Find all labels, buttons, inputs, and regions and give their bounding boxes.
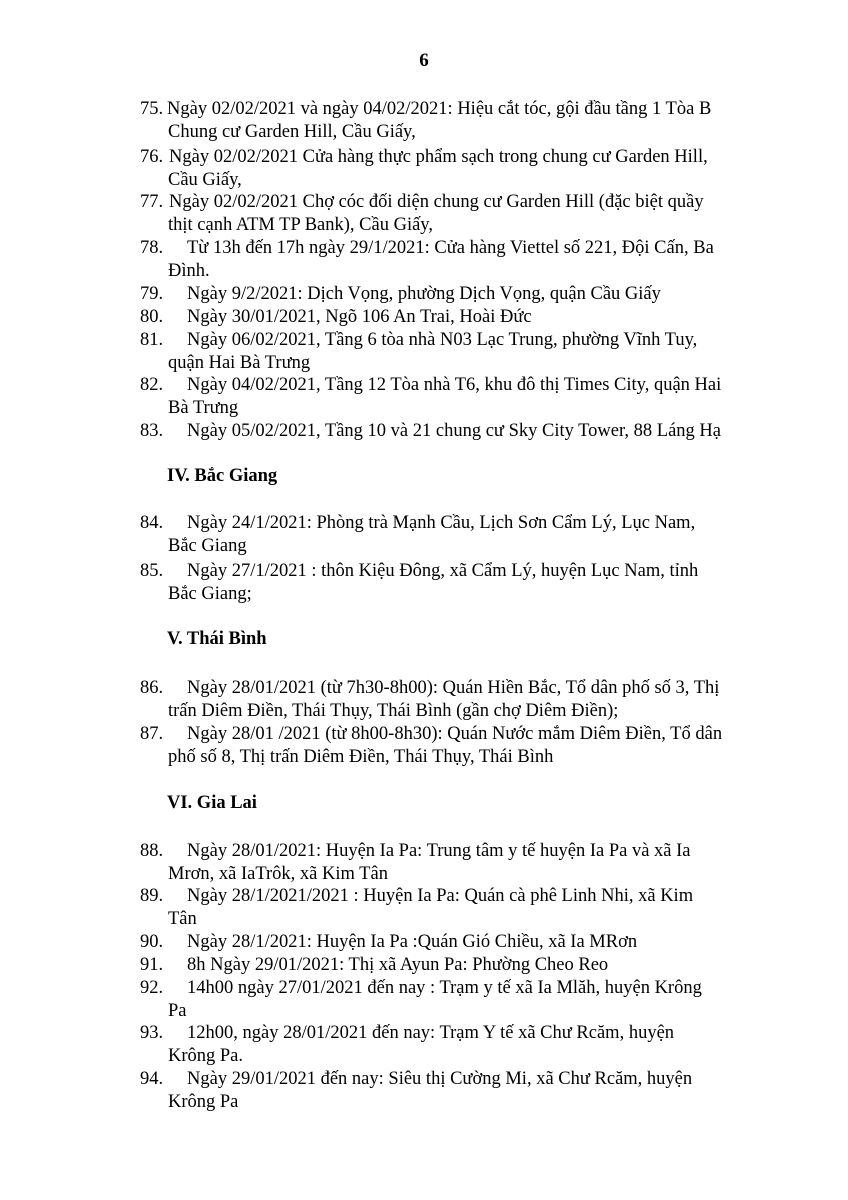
item-text: Tân — [168, 909, 197, 929]
item-number: 92. — [140, 978, 164, 998]
section-heading: V. Thái Bình — [167, 629, 267, 649]
item-number: 89. — [140, 886, 164, 906]
item-text: Bắc Giang; — [168, 584, 252, 604]
item-number: 90. — [140, 932, 164, 952]
item-text: Bắc Giang — [168, 536, 247, 556]
item-number: 93. — [140, 1023, 164, 1043]
item-number: 88. — [140, 841, 164, 861]
item-text: Ngày 04/02/2021, Tầng 12 Tòa nhà T6, khu đô thị Times City, quận Hai — [187, 375, 722, 395]
item-text: Ngày 28/01/2021 (từ 7h30-8h00): Quán Hiền Bắc, Tổ dân phố số 3, Thị — [187, 678, 720, 698]
item-number: 76. — [140, 147, 164, 167]
item-text: Ngày 06/02/2021, Tầng 6 tòa nhà N03 Lạc Trung, phường Vĩnh Tuy, — [187, 330, 698, 350]
item-text: Krông Pa. — [168, 1046, 244, 1066]
item-text: Cầu Giấy, — [168, 170, 242, 190]
item-text: Bà Trưng — [168, 398, 239, 418]
item-number: 91. — [140, 955, 164, 975]
item-text: Ngày 02/02/2021 Cửa hàng thực phẩm sạch trong chung cư Garden Hill, — [169, 147, 708, 167]
item-number: 94. — [140, 1069, 164, 1089]
item-text: thịt cạnh ATM TP Bank), Cầu Giấy, — [168, 215, 433, 235]
item-text: trấn Diêm Điền, Thái Thụy, Thái Bình (gần chợ Diêm Điền); — [168, 701, 619, 721]
item-text: Ngày 28/1/2021/2021 : Huyện Ia Pa: Quán cà phê Linh Nhi, xã Kim — [187, 886, 694, 906]
page-number: 6 — [419, 50, 429, 71]
item-text: Ngày 02/02/2021 và ngày 04/02/2021: Hiệu cắt tóc, gội đầu tầng 1 Tòa B — [167, 99, 712, 119]
item-text: Krông Pa — [168, 1092, 239, 1112]
item-number: 85. — [140, 561, 164, 581]
item-text: Ngày 28/1/2021: Huyện Ia Pa :Quán Gió Chiều, xã Ia MRơn — [187, 932, 638, 952]
item-text: quận Hai Bà Trưng — [168, 353, 311, 373]
item-text: Ngày 24/1/2021: Phòng trà Mạnh Cầu, Lịch Sơn Cẩm Lý, Lục Nam, — [187, 513, 696, 533]
item-number: 80. — [140, 307, 164, 327]
item-text: 8h Ngày 29/01/2021: Thị xã Ayun Pa: Phường Cheo Reo — [187, 955, 609, 975]
item-text: Ngày 28/01/2021: Huyện Ia Pa: Trung tâm y tế huyện Ia Pa và xã Ia — [187, 841, 691, 861]
section-heading: VI. Gia Lai — [167, 793, 257, 813]
item-text: Ngày 05/02/2021, Tầng 10 và 21 chung cư Sky City Tower, 88 Láng Hạ — [187, 421, 721, 441]
item-number: 87. — [140, 724, 164, 744]
item-text: phố số 8, Thị trấn Diêm Điền, Thái Thụy, Thái Bình — [168, 747, 554, 767]
item-text: Đình. — [168, 261, 210, 281]
item-text: Pa — [168, 1001, 187, 1021]
item-text: 12h00, ngày 28/01/2021 đến nay: Trạm Y tế xã Chư Rcăm, huyện — [187, 1023, 675, 1043]
item-number: 77. — [140, 192, 164, 212]
item-text: Mrơn, xã IaTrôk, xã Kim Tân — [168, 864, 388, 884]
item-text: Ngày 30/01/2021, Ngõ 106 An Trai, Hoài Đức — [187, 307, 532, 327]
item-number: 81. — [140, 330, 164, 350]
item-text: Ngày 02/02/2021 Chợ cóc đối diện chung cư Garden Hill (đặc biệt quầy — [169, 192, 704, 212]
item-text: Ngày 27/1/2021 : thôn Kiệu Đông, xã Cẩm Lý, huyện Lục Nam, tỉnh — [187, 561, 699, 581]
item-number: 84. — [140, 513, 164, 533]
item-text: Chung cư Garden Hill, Cầu Giấy, — [168, 122, 416, 142]
item-number: 82. — [140, 375, 164, 395]
item-number: 78. — [140, 238, 164, 258]
item-number: 83. — [140, 421, 164, 441]
item-number: 75. — [140, 99, 164, 119]
item-number: 79. — [140, 284, 164, 304]
item-text: Ngày 9/2/2021: Dịch Vọng, phường Dịch Vọng, quận Cầu Giấy — [187, 284, 661, 304]
item-text: Ngày 29/01/2021 đến nay: Siêu thị Cường Mi, xã Chư Rcăm, huyện — [187, 1069, 693, 1089]
item-text: Từ 13h đến 17h ngày 29/1/2021: Cửa hàng Viettel số 221, Đội Cấn, Ba — [187, 238, 714, 258]
item-number: 86. — [140, 678, 164, 698]
item-text: Ngày 28/01 /2021 (từ 8h00-8h30): Quán Nước mắm Diêm Điền, Tổ dân — [187, 724, 723, 744]
section-heading: IV. Bắc Giang — [167, 466, 278, 486]
item-text: 14h00 ngày 27/01/2021 đến nay : Trạm y tế xã Ia Mlăh, huyện Krông — [187, 978, 702, 998]
